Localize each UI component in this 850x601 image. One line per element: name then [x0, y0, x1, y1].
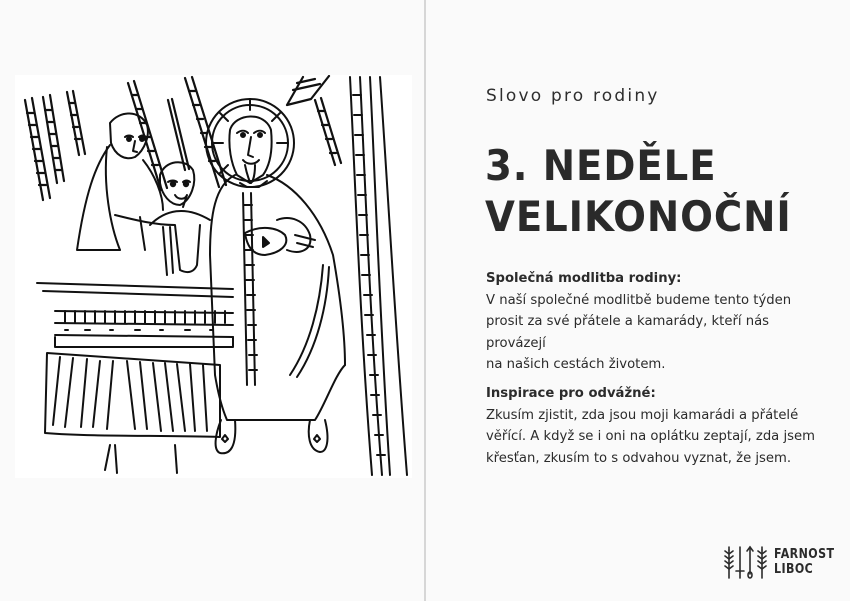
inspiration-section [486, 383, 826, 469]
sword-icon [736, 547, 744, 578]
subtitle-kicker: Slovo pro rodiny [486, 86, 660, 106]
arrow-icon [747, 547, 753, 578]
page-title [485, 140, 792, 242]
parish-name-line-1: FARNOST [774, 547, 835, 562]
page-fold-divider [424, 0, 426, 601]
wheat-icon [725, 547, 733, 578]
illustration [15, 75, 412, 478]
section-heading: Inspirace pro odvážné: [486, 386, 656, 401]
parish-name [774, 547, 834, 577]
section-heading: Společná modlitba rodiny: [486, 271, 682, 286]
section-line: na našich cestách životem. [486, 357, 666, 372]
section-line: Zkusím zjistit, zda jsou moji kamarádi a přátelé [486, 407, 799, 423]
wheat-icon [758, 547, 766, 578]
section-line: V naší společné modlitbě budeme tento týden [486, 292, 792, 308]
title-line-2: VELIKONOČNÍ [485, 192, 792, 241]
parish-logo [722, 544, 845, 580]
section-line: prosit za své přátele a kamarády, kteří nás provázejí [486, 314, 770, 351]
family-prayer-section [486, 268, 826, 376]
section-line: křesťan, zkusím to s odvahou vyznat, že jsem. [486, 450, 792, 466]
title-line-1: 3. NEDĚLE [485, 141, 717, 190]
section-line: věřící. A když se i oni na oplátku zeptají, zda jsem [486, 429, 815, 444]
jesus-disciples-drawing [15, 75, 412, 478]
parish-name-line-2: LIBOC [774, 562, 814, 577]
